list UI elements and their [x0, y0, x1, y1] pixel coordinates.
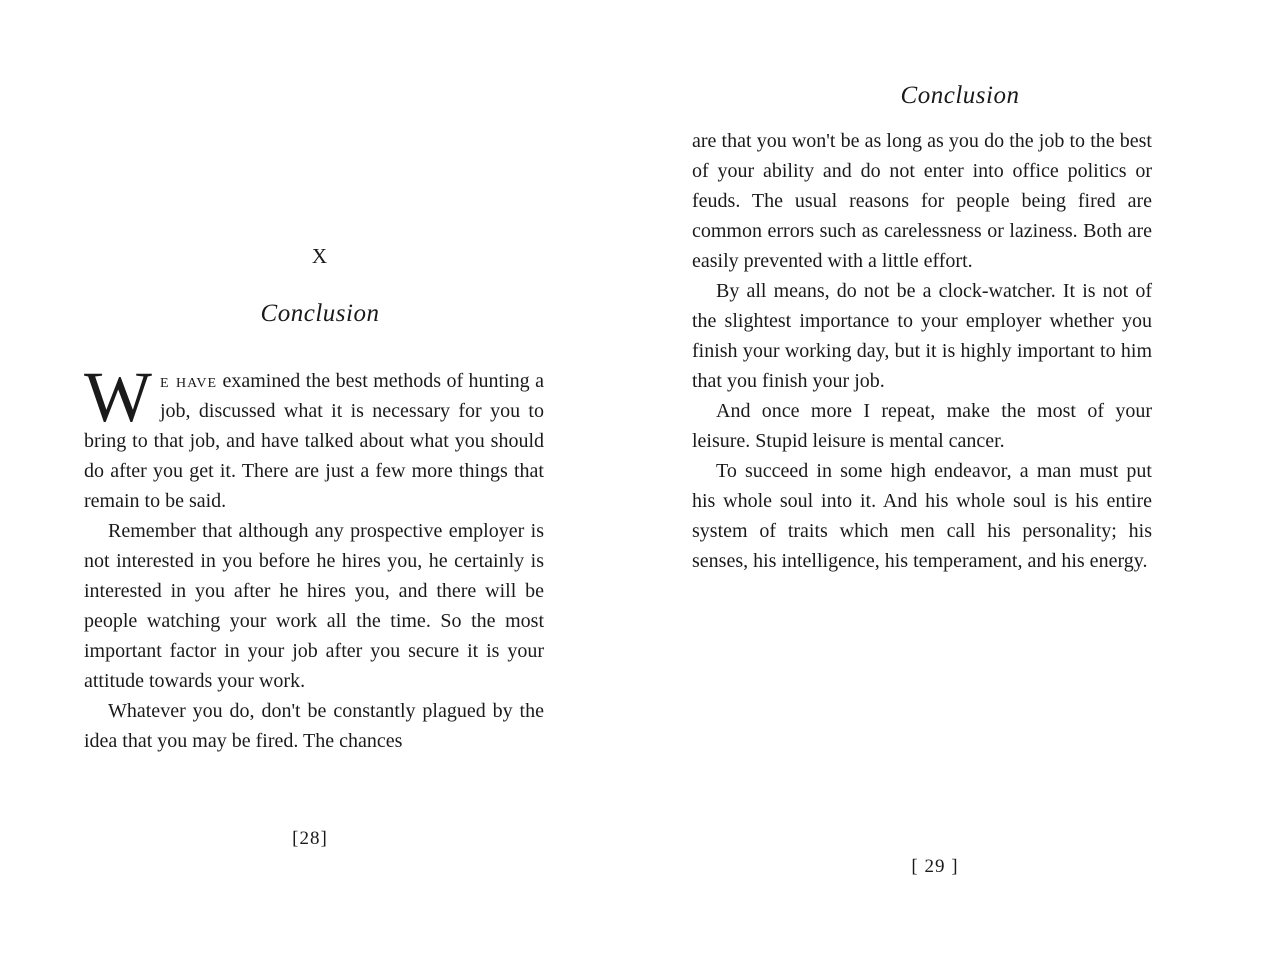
right-page-body — [692, 126, 1152, 576]
paragraph: Whatever you do, don't be constantly plagued by the idea that you may be fired. The chances — [84, 700, 544, 752]
chapter-title: Conclusion — [260, 300, 380, 327]
paragraph: Remember that although any prospective employer is not interested in you before he hires you, he certainly is interested in you after he hires you, and there will be people watching your work all the time. So the most important factor in your job after you secure it is your attitude towards your work. — [84, 520, 544, 692]
left-page-body — [84, 357, 544, 756]
paragraph — [84, 357, 544, 516]
running-head: Conclusion — [900, 82, 1020, 109]
paragraph-text: examined the best methods of hunting a job, discussed what it is necessary for you to bring to that job, and have talked about what you should do after you get it. There are just a few more things that remain to be said. — [84, 370, 544, 512]
paragraph: are that you won't be as long as you do the job to the best of your ability and do not enter into office politics or feuds. The usual reasons for people being fired are common errors such as carelessness or laziness. Both are easily prevented with a little effort. — [692, 130, 1152, 272]
chapter-number: X — [311, 244, 329, 268]
paragraph: By all means, do not be a clock-watcher. It is not of the slightest importance to your employer whether you finish your working day, but it is highly important to him that you finish your job. — [692, 280, 1152, 392]
drop-cap: W — [84, 357, 152, 437]
opening-small-caps: e have — [159, 370, 218, 392]
paragraph: And once more I repeat, make the most of your leisure. Stupid leisure is mental cancer. — [692, 400, 1152, 452]
page-number-left: [28] — [292, 828, 328, 849]
paragraph: To succeed in some high endeavor, a man must put his whole soul into it. And his whole soul is his entire system of traits which men call his personality; his senses, his intelligence, his temperament, and his energy. — [692, 460, 1152, 572]
page-number-right: [ 29 ] — [911, 856, 959, 877]
